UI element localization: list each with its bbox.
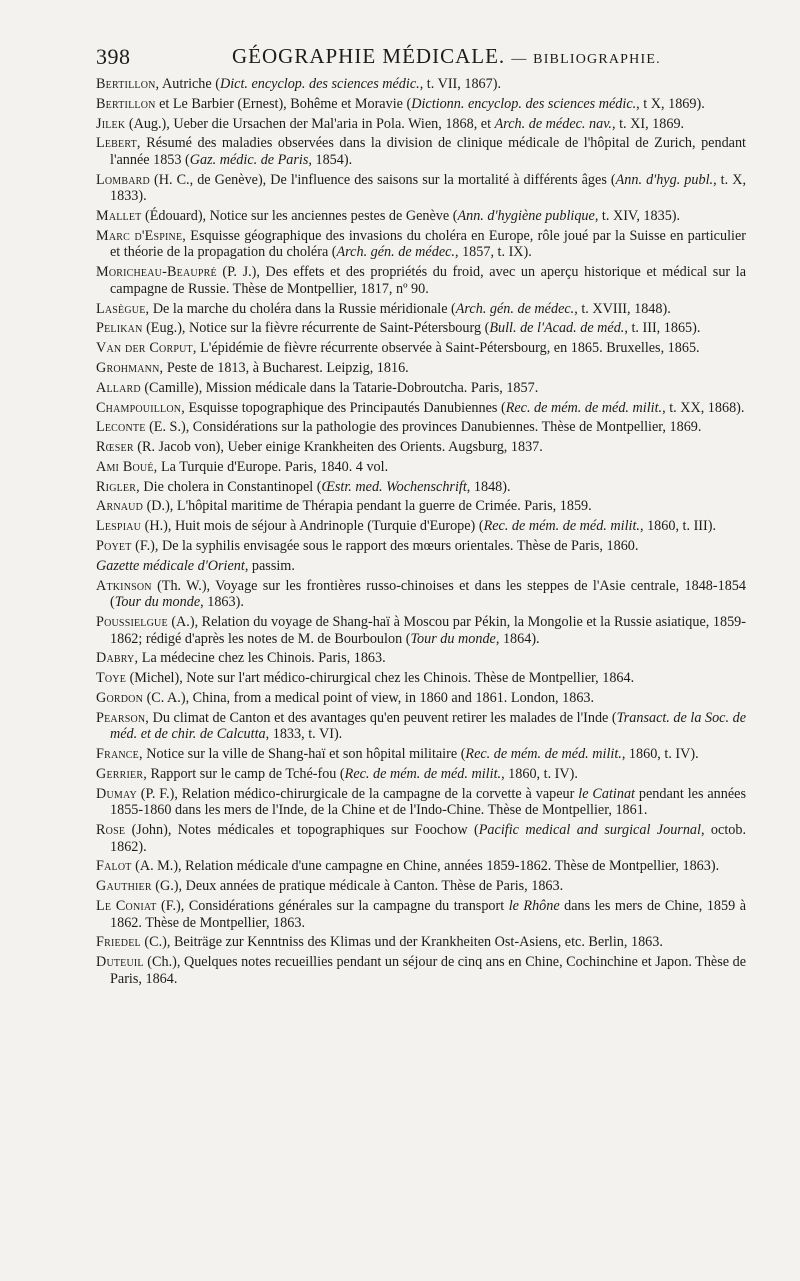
bibliography-entry <box>96 786 746 819</box>
bibliography-list <box>96 76 746 990</box>
entry-italic-title: Transact. de la Soc. de méd. et de chir. de Calcutta <box>110 709 746 743</box>
entry-author: Poyet <box>96 538 132 554</box>
entry-text-tail: , t. XI, 1869. <box>611 115 685 132</box>
bibliography-entry <box>96 340 746 357</box>
bibliography-entry <box>96 766 746 783</box>
entry-text-tail: , 1848). <box>466 478 511 495</box>
entry-text: L'épidémie de fièvre récurrente observée à Saint-Pétersbourg, en 1865. Bruxelles, 1865. <box>196 340 700 357</box>
bibliography-entry <box>96 858 746 875</box>
entry-author: Marc d'Espine, <box>96 227 187 244</box>
bibliography-entry <box>96 172 746 205</box>
entry-italic-title: Tour du monde <box>114 594 201 611</box>
entry-italic-title: Œstr. med. Wochenschrift <box>321 478 467 495</box>
entry-text: (Th. W.), Voyage sur les frontières russo-chinoises et dans les steppes de l'Asie centrale, 1848-1854 ( <box>110 577 746 611</box>
entry-text-tail: , 1860, t. III). <box>639 518 717 535</box>
entry-author: Ami Boué, <box>96 458 158 475</box>
entry-author: Van der Corput, <box>96 340 197 357</box>
bibliography-entry <box>96 380 746 397</box>
entry-author: Jilek <box>96 115 126 132</box>
entry-text: (A.), Relation du voyage de Shang-haï à Moscou par Pékin, la Mongolie et la Russie asiatique, 1859-1862; rédigé d'après les notes de M. de Bourboulon ( <box>110 613 746 647</box>
entry-author: Duteuil <box>96 954 144 971</box>
entry-text-tail: , t. XIV, 1835). <box>594 208 681 225</box>
bibliography-entry <box>96 439 746 456</box>
entry-author: Gauthier <box>96 878 152 895</box>
entry-text-tail: , 1860, t. IV). <box>501 765 578 782</box>
entry-author: Le Coniat <box>96 897 157 914</box>
entry-text: (Édouard), Notice sur les anciennes pestes de Genève ( <box>141 208 458 225</box>
bibliography-entry <box>96 479 746 496</box>
entry-author: Bertillon <box>96 95 156 112</box>
entry-text-tail: , t. XVIII, 1848). <box>574 300 671 317</box>
entry-author: Grohmann, <box>96 359 164 376</box>
entry-author: Lebert, <box>96 135 141 152</box>
entry-text: Résumé des maladies observées dans la division de clinique médicale de l'hôpital de Zurich, pendant l'année 1853 ( <box>110 135 746 168</box>
entry-italic-title: Gaz. médic. de Paris <box>189 151 309 168</box>
entry-text-tail: , octob. 1862). <box>110 821 746 855</box>
entry-text: (G.), Deux années de pratique médicale à Canton. Thèse de Paris, 1863. <box>151 878 564 895</box>
entry-text: (P. J.), Des effets et des propriétés du froid, avec un aperçu historique et médical sur la campagne de Russie. Thèse de Montpellier, 1817, nº 90. <box>110 264 746 297</box>
entry-text: (P. F.), Relation médico-chirurgicale de la campagne de la corvette à vapeur <box>136 785 579 802</box>
entry-text: Esquisse géographique des invasions du choléra en Europe, rôle joué par la Suisse en particulier et théorie de la propagation du choléra ( <box>110 227 746 261</box>
entry-text: (F.), De la syphilis envisagée sous le rapport des mœurs orientales. Thèse de Paris, 1860. <box>131 538 639 554</box>
entry-text: (Ch.), Quelques notes recueillies pendant un séjour de cinq ans en Chine, Cochinchine et Japon. Thèse de Paris, 1864. <box>110 954 746 987</box>
entry-author: Lasègue, <box>96 300 150 317</box>
entry-author: France, <box>96 746 143 763</box>
entry-italic-title: Rec. de mém. de méd. milit. <box>344 765 502 782</box>
bibliography-entry <box>96 954 746 987</box>
entry-text: (C.), Beiträge zur Kenntniss des Klimas und der Krankheiten Ost-Asiens, etc. Berlin, 1863. <box>140 934 663 951</box>
entry-text: La médecine chez les Chinois. Paris, 1863. <box>138 650 386 667</box>
bibliography-entry <box>96 934 746 951</box>
entry-author: Rose <box>96 821 126 838</box>
entry-italic-title: Bull. de l'Acad. de méd. <box>489 320 625 337</box>
running-title <box>232 44 661 69</box>
entry-italic-title: le Rhône <box>508 897 560 914</box>
entry-text-tail: , t. III, 1865). <box>624 320 701 337</box>
entry-italic-title: Dictionn. encyclop. des sciences médic. <box>411 95 637 112</box>
bibliography-entry <box>96 135 746 168</box>
entry-author: Pelikan <box>96 320 143 337</box>
entry-text: (D.), L'hôpital maritime de Thérapia pendant la guerre de Crimée. Paris, 1859. <box>143 498 592 515</box>
entry-text-tail: , t X, 1869). <box>636 95 705 112</box>
entry-text: (Michel), Note sur l'art médico-chirurgical chez les Chinois. Thèse de Montpellier, 1864. <box>126 670 635 687</box>
entry-text: Die cholera in Constantinopel ( <box>139 478 322 495</box>
entry-text-tail: , t. VII, 1867). <box>419 76 502 92</box>
entry-text-tail: , passim. <box>244 557 295 574</box>
bibliography-entry <box>96 710 746 743</box>
entry-text: Du climat de Canton et des avantages qu'en peuvent retirer les malades de l'Inde ( <box>149 709 617 726</box>
entry-author: Lespiau <box>96 518 142 535</box>
bibliography-entry <box>96 301 746 318</box>
entry-text-tail: , t. XX, 1868). <box>662 399 745 416</box>
title-separator: — <box>511 51 527 67</box>
entry-text-tail: , 1833, t. VI). <box>265 726 343 743</box>
entry-italic-title: Rec. de mém. de méd. milit. <box>505 399 663 416</box>
bibliography-entry <box>96 614 746 647</box>
running-header <box>96 44 746 70</box>
entry-text-tail: , 1864). <box>495 630 540 647</box>
entry-author: Poussielgue <box>96 613 168 630</box>
entry-italic-title: Arch. de médec. nav. <box>494 115 612 132</box>
entry-text: Esquisse topographique des Principautés Danubiennes ( <box>184 399 506 416</box>
bibliography-entry <box>96 459 746 476</box>
entry-text: Peste de 1813, à Bucharest. Leipzig, 1816. <box>163 359 409 376</box>
entry-author: Dabry, <box>96 650 139 667</box>
entry-author: Pearson, <box>96 709 150 726</box>
bibliography-entry <box>96 650 746 667</box>
bibliography-entry <box>96 558 746 575</box>
entry-author: Dumay <box>96 785 137 802</box>
bibliography-entry <box>96 746 746 763</box>
bibliography-entry <box>96 208 746 225</box>
bibliography-entry <box>96 116 746 133</box>
entry-italic-title: Ann. d'hyg. publ. <box>615 171 714 188</box>
bibliography-entry <box>96 518 746 535</box>
entry-text: (H.), Huit mois de séjour à Andrinople (Turquie d'Europe) ( <box>141 518 484 535</box>
entry-author: Gerrier, <box>96 765 147 782</box>
entry-italic-title: Pacific medical and surgical Journal <box>478 821 701 838</box>
bibliography-entry <box>96 360 746 377</box>
entry-text: Rapport sur le camp de Tché-fou ( <box>146 765 345 782</box>
running-title-main: GÉOGRAPHIE MÉDICALE. <box>232 44 506 68</box>
entry-italic-title: Rec. de mém. de méd. milit. <box>465 746 622 763</box>
bibliography-entry <box>96 228 746 261</box>
running-title-section: BIBLIOGRAPHIE. <box>533 52 661 67</box>
entry-text: (H. C., de Genève), De l'influence des saisons sur la mortalité à différents âges ( <box>149 171 616 188</box>
bibliography-entry <box>96 96 746 113</box>
entry-text: (Aug.), Ueber die Ursachen der Mal'aria in Pola. Wien, 1868, et <box>125 115 495 132</box>
bibliography-entry <box>96 320 746 337</box>
bibliography-entry <box>96 400 746 417</box>
entry-author: Bertillon, <box>96 76 160 92</box>
entry-text: (Camille), Mission médicale dans la Tatarie-Dobroutcha. Paris, 1857. <box>140 379 539 396</box>
bibliography-entry <box>96 878 746 895</box>
entry-author: Mallet <box>96 208 142 225</box>
entry-author: Atkinson <box>96 577 152 594</box>
entry-text-tail: dans les mers de Chine, 1859 à 1862. Thèse de Montpellier, 1863. <box>110 897 746 931</box>
entry-text: (Eug.), Notice sur la fièvre récurrente de Saint-Pétersbourg ( <box>142 320 490 337</box>
entry-text-tail: , 1863). <box>200 594 244 611</box>
entry-text: (John), Notes médicales et topographiques sur Foochow ( <box>125 821 479 838</box>
entry-text: (E. S.), Considérations sur la pathologie des provinces Danubiennes. Thèse de Montpellier, 1869. <box>145 419 702 436</box>
entry-italic-title: Gazette médicale d'Orient <box>96 557 245 574</box>
entry-author: Friedel <box>96 934 141 951</box>
entry-author: Falot <box>96 858 132 875</box>
entry-author: Champouillon, <box>96 399 185 416</box>
entry-author: Moricheau-Beaupré <box>96 264 217 281</box>
entry-author: Allard <box>96 379 141 396</box>
bibliography-entry <box>96 419 746 436</box>
bibliography-entry <box>96 264 746 297</box>
entry-italic-title: Arch. gén. de médec. <box>336 244 455 261</box>
entry-text-tail: , t. X, 1833). <box>110 171 746 205</box>
bibliography-entry <box>96 690 746 707</box>
entry-author: Leconte <box>96 419 146 436</box>
entry-text-tail: pendant les années 1855-1860 dans les mers de l'Inde, de la Chine et de l'Indo-Chine. Thèse de Montpellier, 1861. <box>110 785 746 819</box>
entry-text: La Turquie d'Europe. Paris, 1840. 4 vol. <box>157 458 389 475</box>
entry-text: et Le Barbier (Ernest), Bohême et Moravie ( <box>155 95 412 112</box>
entry-text: (C. A.), China, from a medical point of view, in 1860 and 1861. London, 1863. <box>143 689 595 706</box>
entry-text: (A. M.), Relation médicale d'une campagne en Chine, années 1859-1862. Thèse de Montpellier, 1863). <box>131 858 720 875</box>
bibliography-entry <box>96 822 746 855</box>
bibliography-entry <box>96 538 746 555</box>
entry-text-tail: , 1854). <box>308 151 353 168</box>
entry-author: Arnaud <box>96 498 144 515</box>
entry-author: Gordon <box>96 689 144 706</box>
entry-italic-title: Ann. d'hygiène publique <box>457 208 595 225</box>
entry-text: (F.), Considérations générales sur la campagne du transport <box>156 897 509 914</box>
entry-italic-title: Dict. encyclop. des sciences médic. <box>219 76 420 92</box>
entry-author: Rœser <box>96 439 134 456</box>
entry-text-tail: , 1857, t. IX). <box>454 244 532 261</box>
entry-text: (R. Jacob von), Ueber einige Krankheiten des Orients. Augsburg, 1837. <box>133 439 543 456</box>
entry-text: De la marche du choléra dans la Russie méridionale ( <box>149 300 456 317</box>
entry-text: Autriche ( <box>159 76 220 92</box>
entry-italic-title: Rec. de mém. de méd. milit. <box>483 518 640 535</box>
bibliography-entry <box>96 498 746 515</box>
page-number: 398 <box>96 44 131 69</box>
bibliography-entry <box>96 898 746 931</box>
entry-author: Toye <box>96 670 127 687</box>
bibliography-entry <box>96 578 746 611</box>
entry-text: Notice sur la ville de Shang-haï et son hôpital militaire ( <box>142 746 466 763</box>
bibliography-entry <box>96 76 746 93</box>
entry-italic-title: Arch. gén. de médec. <box>455 300 575 317</box>
entry-italic-title: Tour du monde <box>410 630 496 647</box>
entry-text-tail: , 1860, t. IV). <box>621 746 699 763</box>
entry-italic-title: le Catinat <box>578 785 635 802</box>
entry-author: Lombard <box>96 171 150 188</box>
entry-author: Rigler, <box>96 478 140 495</box>
bibliography-entry <box>96 670 746 687</box>
